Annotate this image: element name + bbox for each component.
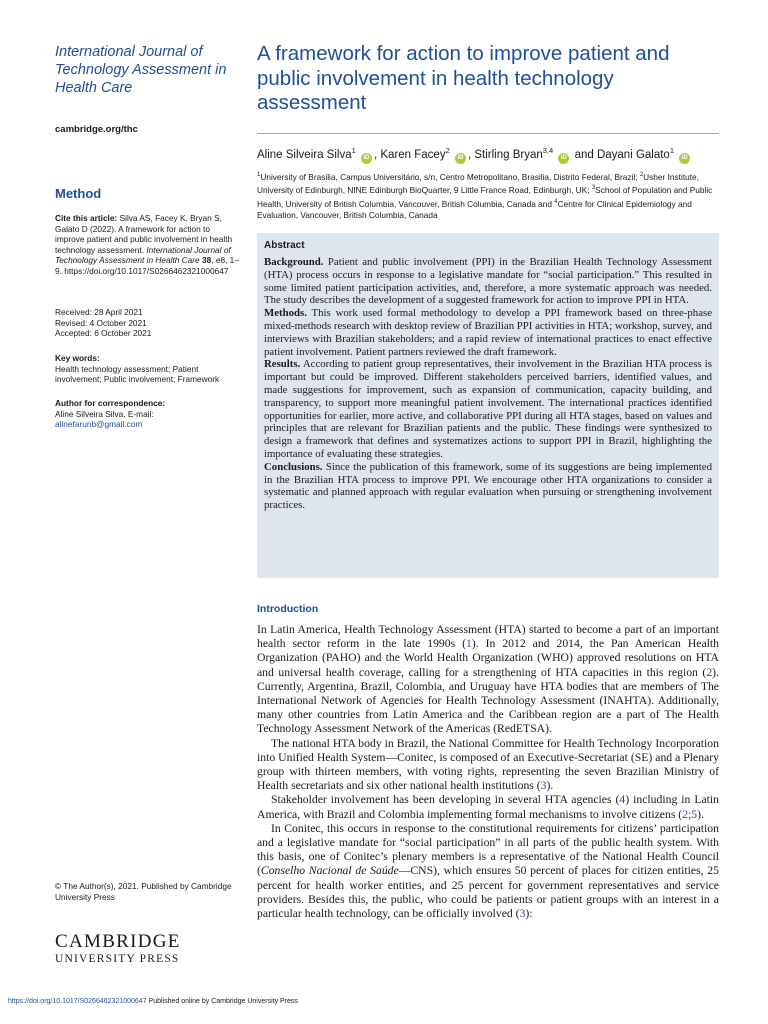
paragraph-text: Stakeholder involvement has been developing in several HTA agencies ( [271, 793, 620, 807]
paragraph-text: In Conitec, this occurs in response to the constitutional requirements for citizens’ participation and a legislative mandate for “social participation” in all parts of the public health system. With this basis, one of Conitec’s plenary members is a representative of the National Health Council ( [257, 821, 719, 878]
cite-volume: 38 [201, 255, 212, 266]
cite-doi[interactable]: , e8, 1–9. https://doi.org/10.1017/S0266462321000647 [55, 255, 239, 276]
logo-line-2: UNIVERSITY PRESS [55, 953, 180, 965]
footer-doi-link[interactable]: https://doi.org/10.1017/S0266462321000647 [8, 998, 147, 1005]
affil-text: Usher Institute, University of Edinburgh, NINE Edinburgh BioQuarter, 9 Little France Road, Edinburgh, UK; [257, 171, 699, 196]
author-affil-sup: 1 [351, 146, 356, 155]
keywords-text: Health technology assessment; Patient involvement; Public involvement; Framework [55, 363, 220, 385]
affil-sup: 3 [591, 185, 596, 192]
correspondence-text: Aline Silveira Silva, E-mail: [55, 408, 154, 419]
paragraph-text: ). [697, 807, 704, 821]
abstract-body [264, 256, 712, 512]
keywords-label: Key words: [55, 353, 100, 363]
affil-text: University of Brasilia, Campus Universitário, s/n, Centro Metropolitano, Brasilia, Distrito Federal, Brazil; [260, 171, 640, 182]
accepted-date: Accepted: 6 October 2021 [55, 328, 152, 339]
paragraph-text: ). [546, 779, 554, 793]
abstract-label: Results. [264, 358, 301, 371]
history-dates [55, 307, 240, 339]
author-name: Dayani Galato [596, 148, 670, 161]
intro-paragraph [257, 793, 719, 821]
abstract-background [264, 256, 712, 307]
reference-link[interactable]: 2;5 [682, 807, 698, 821]
paragraph-text: In Latin America, Health Technology Assessment (HTA) started to become a part of an important health sector reform in the late 1990s ( [257, 623, 719, 651]
paragraph-text: The national HTA body in Brazil, the National Committee for Health Technology Incorporation into Unified Health System—Conitec, is composed of an Executive-Secretariat (SE) and a Plenary group with thirteen members, with voting rights, representing the seven Brazilian Ministry of Health secretariats and six other national health institutions ( [257, 736, 719, 793]
abstract-label: Conclusions. [264, 460, 323, 473]
abstract-results [264, 358, 712, 460]
cite-text: Silva AS, Facey K, Bryan S, Galato D (2022). A framework for action to improve patient and public involvement in health technology assessment. [55, 213, 233, 255]
article-title: A framework for action to improve patient and public involvement in health technology assessment [257, 42, 670, 114]
cambridge-university-press-logo [55, 932, 245, 966]
abstract-text: Patient and public involvement (PPI) in the Brazilian Health Technology Assessment (HTA) process occurs in response to a legislative mandate for “social participation.” This resulted in some limited patient participation activities, and, therefore, a more systematic approach was needed. The study describes the development of a suggested framework for action to improve PPI in HTA. [264, 256, 712, 307]
received-date: Received: 28 April 2021 [55, 307, 143, 317]
orcid-icon[interactable]: iD [361, 153, 372, 164]
reference-link[interactable]: 4 [619, 793, 626, 807]
abstract-text: According to patient group representatives, their involvement in the Brazilian HTA process is important but could be improved. Different stakeholders perceived barriers, identified values, and made suggestions for improvement, such as expansion of communication, capacity building, and transparency, to support more meaningful patient involvement. The international practices identified opportunities for earlier, more active, and collaborative PPI during all HTA stages, based on values and principles that are relevant for Brazilian patients and the public. These findings were synthesized to design a framework that defines and systematizes actions to support PPI in Brazil, highlighting the importance of evaluating these strategies. [264, 358, 712, 460]
orcid-icon[interactable]: iD [558, 153, 569, 164]
orcid-icon[interactable]: iD [455, 153, 466, 164]
abstract-methods [264, 307, 712, 358]
reference-link[interactable]: 2 [706, 665, 713, 679]
affil-sup: 2 [639, 172, 644, 178]
reference-link[interactable]: 3 [540, 779, 547, 793]
footer-published: Published online by Cambridge University Press [146, 998, 298, 1005]
author-affil-sup: 2 [445, 146, 450, 155]
title-divider [257, 133, 719, 134]
abstract-label: Methods. [264, 307, 307, 320]
introduction-body [257, 623, 719, 921]
paragraph-text: ). Currently, Argentina, Brazil, Colombia, and Uruguay have HTA bodies that are members of The International Network of Agencies for Health Technology Assessment (INAHTA). Additionally, many other countries from Latin America and the Caribbean region are a part of The Health Technology Assessment Network of the Americas (RedETSA). [257, 665, 719, 736]
intro-paragraph [257, 623, 719, 737]
paragraph-text: ). In 2012 and 2014, the Pan American Health Organization (PAHO) and the World Health Organization (WHO) approved resolutions on HTA and universal health coverage, calling for a strengthening of HTA capacities in this region ( [257, 637, 719, 679]
affil-sup: 1 [257, 172, 261, 178]
abstract-text: Since the publication of this framework, some of its suggestions are being implemented in the Brazilian HTA process to improve PPI. We encourage other HTA organizations to consider a systematic and planned approach with regular evaluation when pursuing or strengthening involvement practices. [264, 460, 712, 512]
affil-text: Centre for Clinical Epidemiology and Evaluation, Vancouver, British Columbia, Canada [257, 198, 692, 220]
revised-date: Revised: 4 October 2021 [55, 317, 147, 328]
intro-paragraph [257, 822, 719, 921]
article-type: Method [55, 186, 102, 201]
author-affil-sup: 1 [669, 146, 674, 155]
journal-title: International Journal of Technology Assessment in Health Care [55, 44, 227, 96]
abstract-heading: Abstract [264, 240, 305, 251]
affiliations [257, 170, 722, 221]
citation-block [55, 213, 240, 277]
correspondence-block [55, 398, 240, 430]
author-list: Aline Silveira Silva$^1$ iD , Karen Facey$^2$ iD , Stirling Bryan$^{3,4}$ iD and Dayani Galato$^1$ iD [257, 143, 727, 164]
copyright-notice: © The Author(s), 2021. Published by Cambridge University Press [55, 881, 232, 902]
abstract-label: Background. [264, 256, 324, 268]
reference-link[interactable]: 3 [519, 907, 526, 921]
author-name: Aline Silveira Silva [257, 148, 352, 161]
paragraph-text: ): [525, 907, 533, 921]
orcid-icon[interactable]: iD [679, 153, 690, 164]
keywords-block [55, 353, 240, 385]
author-affil-sup: 3,4 [542, 146, 554, 155]
correspondence-label: Author for correspondence: [55, 398, 166, 408]
author-name: Karen Facey [380, 148, 446, 161]
reference-link[interactable]: 1 [466, 637, 472, 651]
author-name: Stirling Bryan [474, 148, 543, 161]
logo-line-1: CAMBRIDGE [55, 931, 181, 952]
cite-journal: International Journal of Technology Assessment in Health Care [55, 244, 231, 266]
abstract-conclusions [264, 461, 712, 512]
introduction-heading: Introduction [257, 603, 319, 615]
journal-url[interactable]: cambridge.org/thc [55, 124, 138, 135]
page-footer [8, 998, 298, 1005]
affil-sup: 4 [554, 198, 558, 205]
cite-label: Cite this article: [55, 213, 118, 223]
abstract-text: This work used formal methodology to develop a PPI framework based on three-phase mixed-methods research with desktop review of Brazilian PPI activities in HTA; workshop, survey, and interviews with Brazilian stakeholders; and a rapid review of international practices to enact effective patient involvement. Patient partners reviewed the draft framework. [264, 307, 712, 358]
paragraph-text: ) including in Latin America, with Brazil and Colombia implementing formal mechanisms to involve citizens ( [257, 793, 720, 821]
correspondence-email-link[interactable]: alinefarunb@gmail.com [55, 419, 143, 430]
paragraph-text: —CNS), which ensures 50 percent of places for citizen entities, 25 percent for health worker entities, and 25 percent for government representatives and service providers. Besides this, the public, who could be patients or patient groups with an interest in a particular health technology, can be officially involved ( [257, 864, 719, 921]
intro-paragraph [257, 737, 719, 794]
paragraph-italic: Conselho Nacional de Saúde [260, 864, 399, 878]
affil-text: School of Population and Public Health, University of British Columbia, Vancouver, British Columbia, Canada and [257, 185, 713, 209]
